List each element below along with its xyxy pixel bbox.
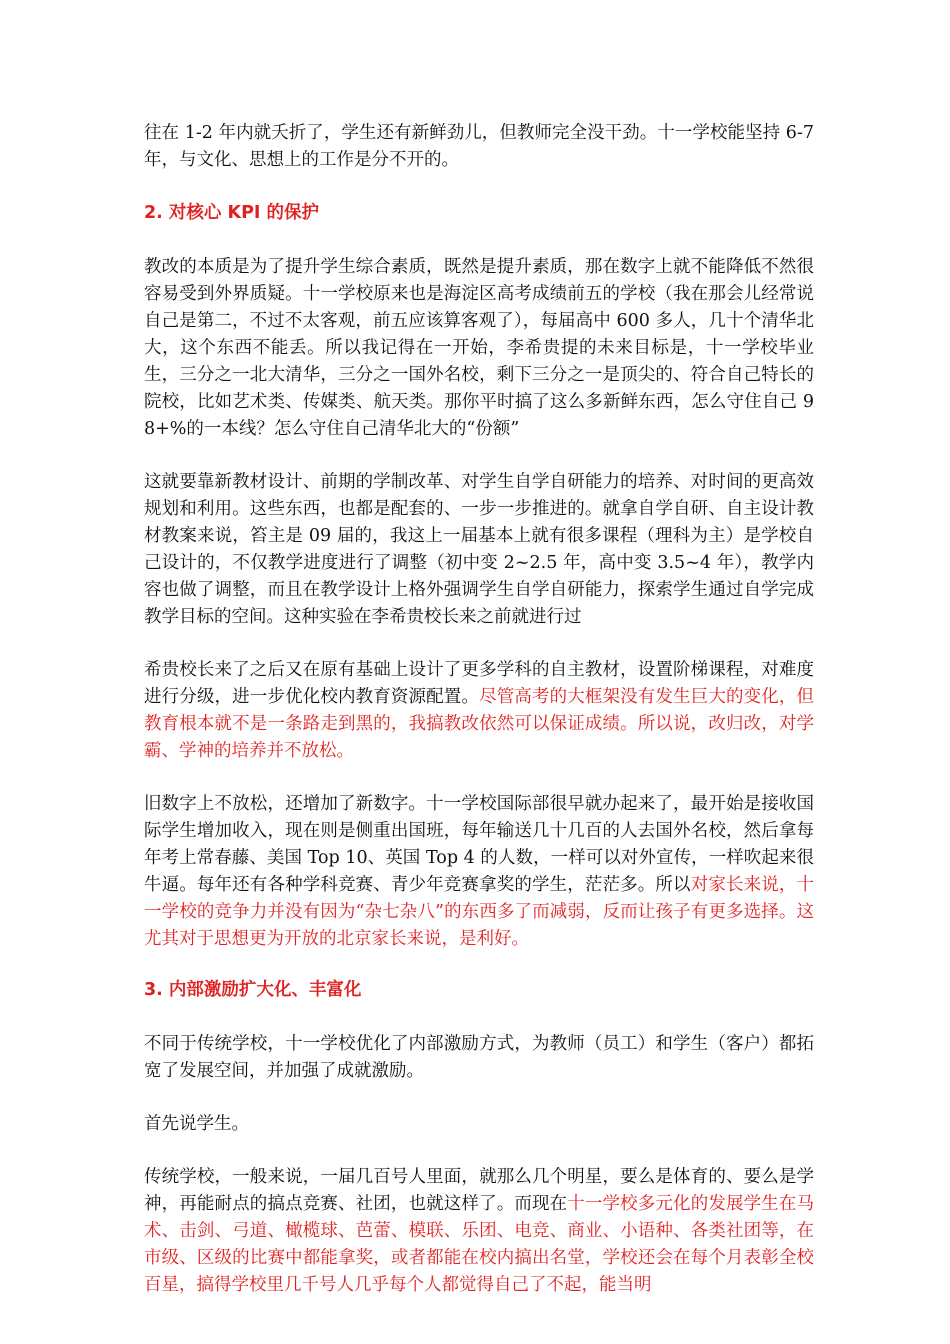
paragraph-principal-reform-text: 希贵校长来了之后又在原有基础上设计了更多学科的自主教材，设置阶梯课程，对难度进行分级，进一步优化校内教育资源配置。	[144, 660, 814, 707]
section-heading-kpi: 2. 对核心 KPI 的保护	[144, 203, 319, 223]
highlight-parents-choice: 对家长来说，十一学校的竞争力并没有因为“杂七杂八”的东西多了而减弱，反而让孩子有更多选择。这尤其对于思想更为开放的北京家长来说，是利好。	[144, 875, 814, 949]
paragraph-traditional-schools	[144, 1164, 814, 1299]
paragraph-principal-reform	[144, 657, 814, 765]
highlight-exam-results: 尽管高考的大框架没有发生巨大的变化，但教育根本就不是一条路走到黑的，我搞教改依然可以保证成绩。所以说，改归改，对学霸、学神的培养并不放松。	[144, 687, 815, 761]
paragraph-kpi-essence: 教改的本质是为了提升学生综合素质，既然是提升素质，那在数字上就不能降低不然很容易受到外界质疑。十一学校原来也是海淀区高考成绩前五的学校（我在那会儿经常说自己是第二，不过不太客观，前五应该算客观了），每届高中 600 多人，几十个清华北大，这个东西不能丢。所以我记得在一开始，李希贵提的未来目标是，十一学校毕业生，三分之一北大清华，三分之一国外名校，剩下三分之一是顶尖的、符合自己特长的院校，比如艺术类、传媒类、航天类。那你平时搞了这么多新鲜东西，怎么守住自己 98+%的一本线？怎么守住自己清华北大的“份额”	[144, 257, 814, 439]
paragraph-incentives-intro: 不同于传统学校，十一学校优化了内部激励方式，为教师（员工）和学生（客户）都拓宽了发展空间，并加强了成就激励。	[144, 1034, 814, 1081]
paragraph-curriculum-design: 这就要靠新教材设计、前期的学制改革、对学生自学自研能力的培养、对时间的更高效规划和利用。这些东西，也都是配套的、一步一步推进的。就拿自学自研、自主设计教材教案来说，笞主是 09 届的，我这上一届基本上就有很多课程（理科为主）是学校自己设计的，不仅教学进度进行了调整（初中变 2~2.5 年，高中变 3.5~4 年），教学内容也做了调整，而且在教学设计上格外强调学生自学自研能力，探索学生通过自学完成教学目标的空间。这种实验在李希贵校长来之前就进行过	[144, 472, 814, 627]
paragraph-students-first: 首先说学生。	[144, 1114, 249, 1134]
paragraph-continuation: 往在 1-2 年内就夭折了，学生还有新鲜劲儿，但教师完全没干劲。十一学校能坚持 6-7 年，与文化、思想上的工作是分不开的。	[144, 123, 814, 170]
highlight-diverse-development: 十一学校多元化的发展学生在马术、击剑、弓道、橄榄球、芭蕾、模联、乐团、电竞、商业、小语种、各类社团等，在市级、区级的比赛中都能拿奖，或者都能在校内搞出名堂，学校还会在每个月表彰全校百星，搞得学校里几千号人几乎每个人都觉得自己了不起，能当明	[144, 1194, 815, 1295]
paragraph-traditional-schools-text: 传统学校，一般来说，一届几百号人里面，就那么几个明星，要么是体育的、要么是学神，再能耐点的搞点竞赛、社团，也就这样了。而现在	[144, 1167, 814, 1214]
paragraph-new-numbers	[144, 791, 814, 953]
document-body	[144, 120, 814, 1325]
paragraph-new-numbers-text: 旧数字上不放松，还增加了新数字。十一学校国际部很早就办起来了，最开始是接收国际学生增加收入，现在则是侧重出国班，每年输送几十几百的人去国外名校，然后拿每年考上常春藤、美国 Top 10、英国 Top 4 的人数，一样可以对外宣传，一样吹起来很牛逼。每年还有各种学科竞赛、青少年竞赛拿奖的学生，茫茫多。所以	[144, 794, 814, 895]
section-heading-incentives: 3. 内部激励扩大化、丰富化	[144, 980, 362, 1000]
